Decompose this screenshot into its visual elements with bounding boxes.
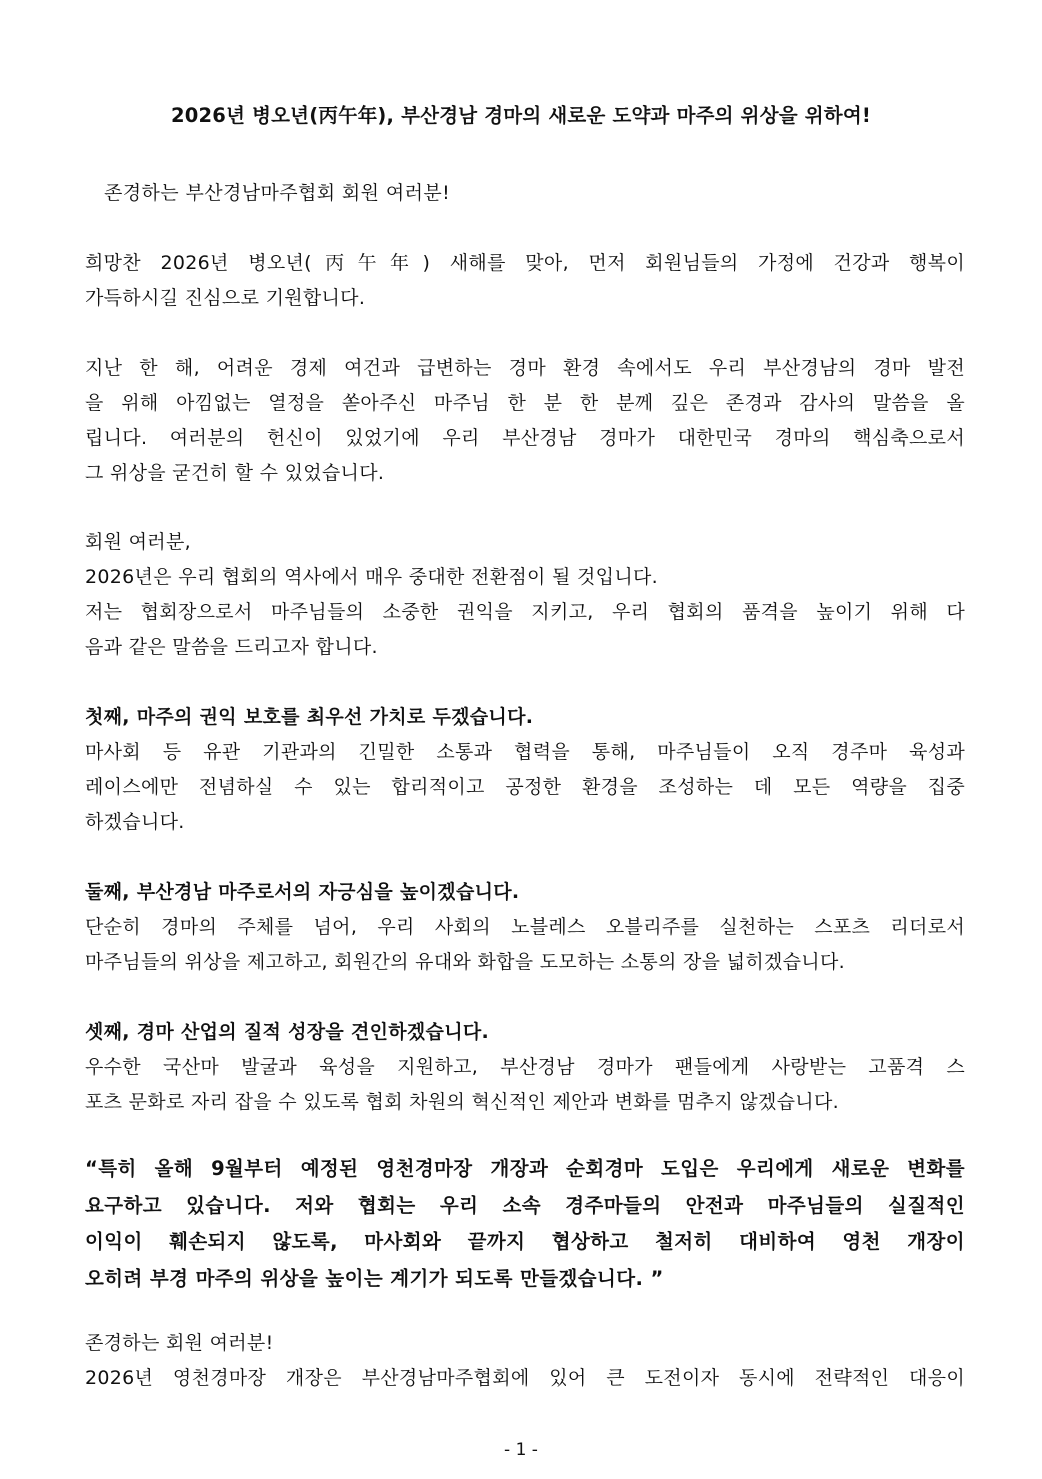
closing-paragraph xyxy=(85,1326,965,1396)
thanks-line-2: 을 위해 아낌없는 열정을 쏟아주신 마주님 한 분 한 분께 깊은 존경과 감사의 말씀을 올 xyxy=(85,392,965,414)
first-line-3: 하겠습니다. xyxy=(85,811,185,833)
third-section xyxy=(85,1015,965,1120)
document-title: 2026년 병오년(丙午年), 부산경남 경마의 새로운 도약과 마주의 위상을 위하여! xyxy=(171,104,871,127)
members-paragraph xyxy=(85,525,965,665)
third-heading: 셋째, 경마 산업의 질적 성장을 견인하겠습니다. xyxy=(85,1021,490,1043)
intro-line-2: 가득하시길 진심으로 기원합니다. xyxy=(85,287,366,309)
greeting: 존경하는 부산경남마주협회 회원 여러분! xyxy=(104,182,451,204)
quote-line-2: 요구하고 있습니다. 저와 협회는 우리 소속 경주마들의 안전과 마주님들의 실질적인 xyxy=(85,1193,965,1217)
second-line-1: 단순히 경마의 주체를 넘어, 우리 사회의 노블레스 오블리주를 실천하는 스포츠 리더로서 xyxy=(85,916,965,938)
third-line-1: 우수한 국산마 발굴과 육성을 지원하고, 부산경남 경마가 팬들에게 사랑받는 고품격 스 xyxy=(85,1056,965,1078)
closing-line-1: 존경하는 회원 여러분! xyxy=(85,1332,274,1354)
third-line-2: 포츠 문화로 자리 잡을 수 있도록 협회 차원의 혁신적인 제안과 변화를 멈추지 않겠습니다. xyxy=(85,1091,839,1113)
first-line-1: 마사회 등 유관 기관과의 긴밀한 소통과 협력을 통해, 마주님들이 오직 경주마 육성과 xyxy=(85,741,965,763)
members-line-3: 저는 협회장으로서 마주님들의 소중한 권익을 지키고, 우리 협회의 품격을 높이기 위해 다 xyxy=(85,601,965,623)
second-line-2: 마주님들의 위상을 제고하고, 회원간의 유대와 화합을 도모하는 소통의 장을 넓히겠습니다. xyxy=(85,951,845,973)
members-line-1: 회원 여러분, xyxy=(85,531,191,553)
thanks-paragraph xyxy=(85,351,965,491)
thanks-line-3: 립니다. 여러분의 헌신이 있었기에 우리 부산경남 경마가 대한민국 경마의 핵심축으로서 xyxy=(85,427,965,449)
quote-block xyxy=(85,1151,965,1297)
thanks-line-1: 지난 한 해, 어려운 경제 여건과 급변하는 경마 환경 속에서도 우리 부산경남의 경마 발전 xyxy=(85,357,965,379)
page-number: - 1 - xyxy=(504,1440,538,1460)
quote-line-4: 오히려 부경 마주의 위상을 높이는 계기가 되도록 만들겠습니다. ” xyxy=(85,1266,664,1290)
intro-paragraph xyxy=(85,246,965,316)
intro-line-1: 희망찬 2026년 병오년(丙午年) 새해를 맞아, 먼저 회원님들의 가정에 건강과 행복이 xyxy=(85,252,965,274)
second-section xyxy=(85,875,965,980)
closing-line-2: 2026년 영천경마장 개장은 부산경남마주협회에 있어 큰 도전이자 동시에 전략적인 대응이 xyxy=(85,1367,965,1389)
members-line-4: 음과 같은 말씀을 드리고자 합니다. xyxy=(85,636,378,658)
first-section xyxy=(85,700,965,840)
second-heading: 둘째, 부산경남 마주로서의 자긍심을 높이겠습니다. xyxy=(85,881,520,903)
thanks-line-4: 그 위상을 굳건히 할 수 있었습니다. xyxy=(85,462,385,484)
quote-line-3: 이익이 훼손되지 않도록, 마사회와 끝까지 협상하고 철저히 대비하여 영천 개장이 xyxy=(85,1230,965,1253)
members-line-2: 2026년은 우리 협회의 역사에서 매우 중대한 전환점이 될 것입니다. xyxy=(85,566,658,588)
quote-line-1: “특히 올해 9월부터 예정된 영천경마장 개장과 순회경마 도입은 우리에게 새로운 변화를 xyxy=(85,1157,965,1180)
first-line-2: 레이스에만 전념하실 수 있는 합리적이고 공정한 환경을 조성하는 데 모든 역량을 집중 xyxy=(85,776,965,798)
first-heading: 첫째, 마주의 권익 보호를 최우선 가치로 두겠습니다. xyxy=(85,706,534,728)
